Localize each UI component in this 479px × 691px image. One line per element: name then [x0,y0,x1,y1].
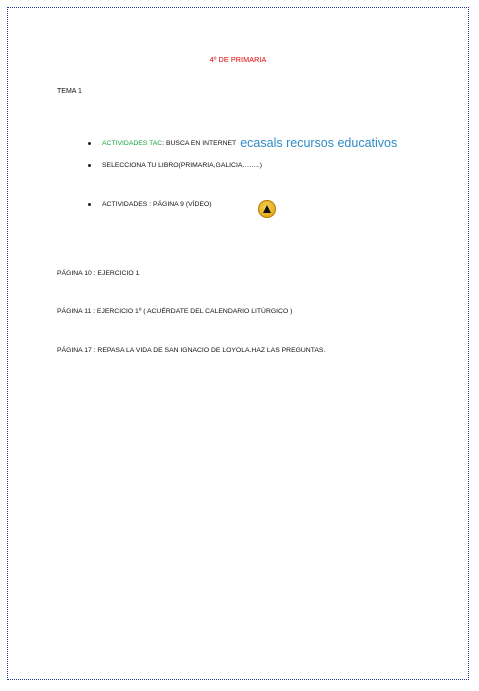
list-item-text: ACTIVIDADES : PÁGINA 9 (VÍDEO) [102,201,212,208]
list-item [88,162,262,169]
tac-label: ACTIVIDADES TAC [102,139,163,147]
video-play-button[interactable] [258,200,276,218]
exercise-line-1: PÁGINA 10 : EJERCICIO 1 [57,270,140,277]
bullet-icon [88,203,91,206]
list-item-text: SELECCIONA TU LIBRO(PRIMARIA,GALICIA……..) [102,162,263,169]
list-item [88,136,397,150]
bullet-icon [88,142,91,145]
section-title: TEMA 1 [57,88,82,95]
exercise-line-3: PÁGINA 17 : REPASA LA VIDA DE SAN IGNACIO DE LOYOLA.HAZ LAS PREGUNTAS. [57,347,326,354]
document-page [7,7,469,680]
ecasals-link[interactable]: ecasals recursos educativos [240,136,398,150]
page-heading: 4º DE PRIMARIA [209,55,267,64]
play-triangle-icon [262,204,272,214]
list-item-text: : BUSCA EN INTERNET [162,139,237,147]
bullet-icon [88,164,91,167]
exercise-line-2: PÁGINA 11 : EJERCICIO 1º ( ACUÉRDATE DEL CALENDARIO LITÚRGICO ) [57,308,293,315]
list-item [88,201,212,208]
